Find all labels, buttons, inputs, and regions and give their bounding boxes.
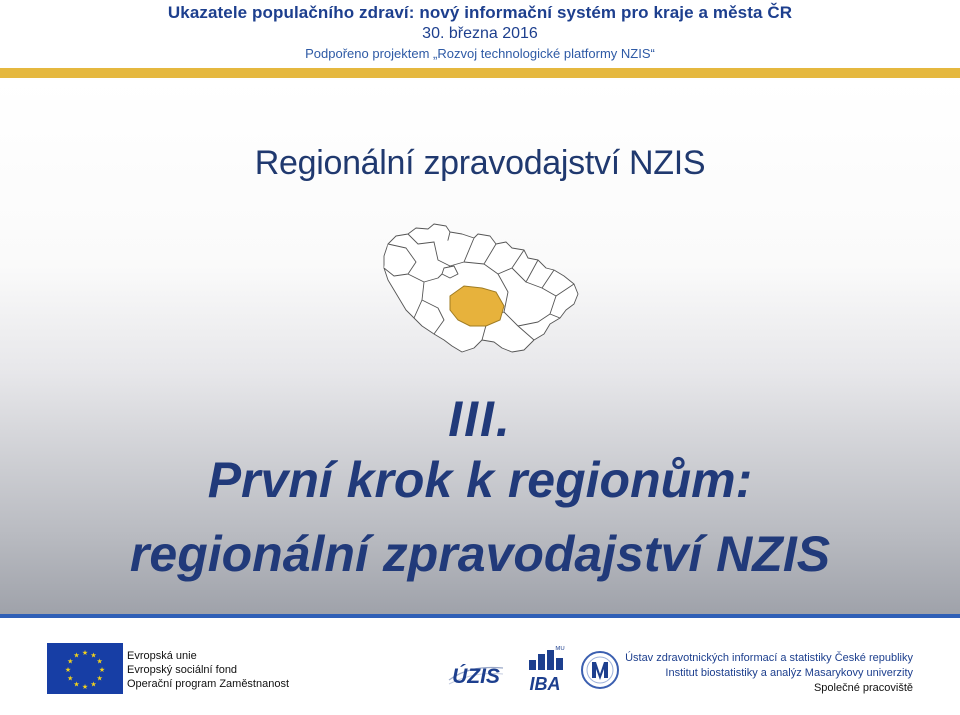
main-heading: Regionální zpravodajství NZIS <box>254 144 706 182</box>
eu-line-3: Operační program Zaměstnanost <box>127 678 290 690</box>
svg-text:★: ★ <box>90 651 97 660</box>
iba-logo-text: IBA <box>529 674 561 694</box>
iba-badge-text: MU <box>555 646 565 652</box>
svg-text:★: ★ <box>90 680 97 689</box>
institution-line-3: Společné pracoviště <box>813 682 913 694</box>
section-number: III. <box>448 391 512 447</box>
slide-footer <box>0 618 960 715</box>
header-project: Podpořeno projektem „Rozvoj technologické platformy NZIS“ <box>305 46 655 61</box>
uzis-logo-text: ÚZIS <box>452 665 500 688</box>
header-title: Ukazatele populačního zdraví: nový informační systém pro kraje a města ČR <box>167 3 793 22</box>
main-area <box>0 78 960 614</box>
svg-text:★: ★ <box>81 649 89 657</box>
slide-subtitle-line2: regionální zpravodajství NZIS <box>129 526 831 582</box>
svg-text:★: ★ <box>67 657 74 666</box>
uzis-logo <box>445 650 507 692</box>
institutions-text <box>625 651 913 696</box>
czech-regions-map-icon <box>378 222 582 354</box>
slide-header <box>0 0 960 68</box>
svg-text:★: ★ <box>67 674 74 683</box>
header-date: 30. března 2016 <box>422 25 538 42</box>
svg-text:★: ★ <box>98 666 106 674</box>
institution-line-1: Ústav zdravotnických informací a statistiky České republiky <box>625 652 913 664</box>
gold-divider <box>0 68 960 78</box>
svg-text:★: ★ <box>64 666 72 674</box>
eu-line-2: Evropský sociální fond <box>127 664 238 676</box>
svg-text:★: ★ <box>81 683 89 691</box>
eu-program-text <box>127 649 289 691</box>
svg-text:★: ★ <box>73 651 80 660</box>
eu-flag-icon <box>47 643 123 694</box>
svg-text:★: ★ <box>73 680 80 689</box>
svg-text:★: ★ <box>96 657 103 666</box>
eu-line-1: Evropská unie <box>127 650 197 662</box>
iba-logo <box>527 646 567 694</box>
institution-line-2: Institut biostatistiky a analýz Masarykovy univerzity <box>665 667 913 679</box>
masaryk-university-seal-icon <box>580 648 620 692</box>
slide-subtitle-line1: První krok k regionům: <box>207 452 753 508</box>
svg-text:★: ★ <box>96 674 103 683</box>
